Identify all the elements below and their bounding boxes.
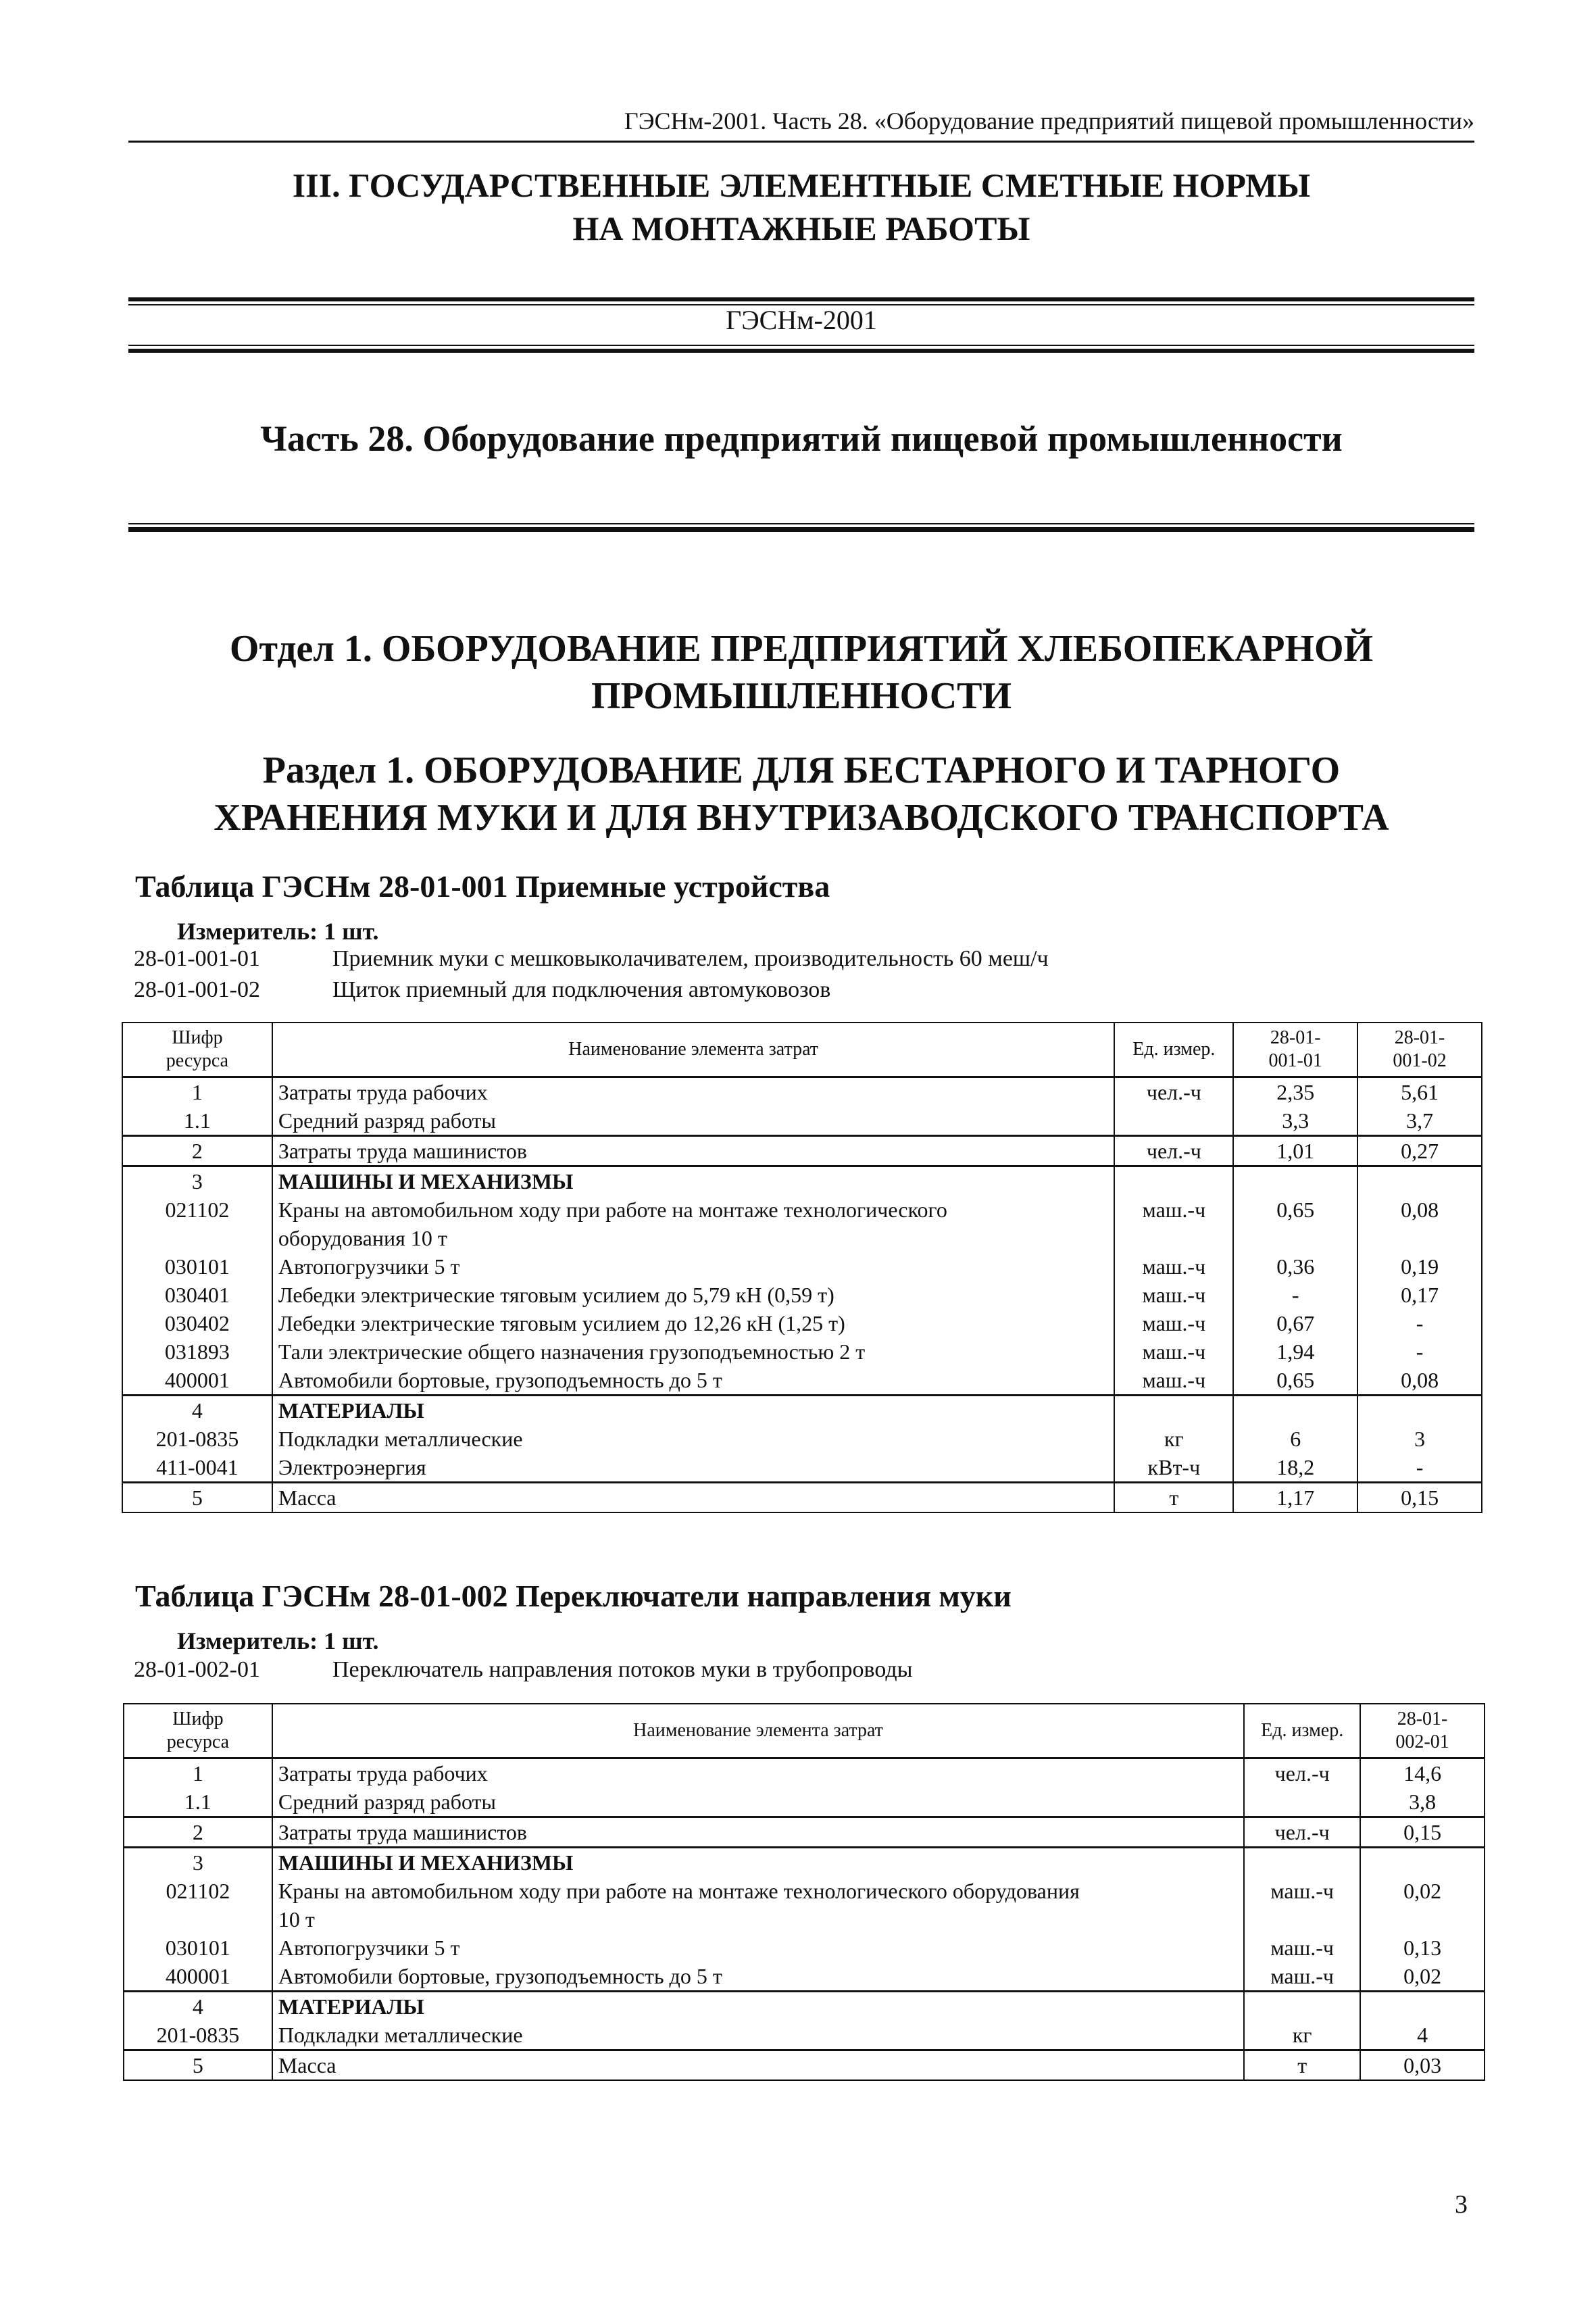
header-col-1: 28-01- 002-01 (1360, 1704, 1485, 1758)
table2-meter: Измеритель: 1 шт. (177, 1627, 379, 1654)
cell-name: МАШИНЫ И МЕХАНИЗМЫ Краны на автомобильном ходу при работе на монтаже технологического оборудования 10 т Автопогрузчики 5 т Лебедки электрические тяговым усилием до 5,79 кН (0,59 т) Лебедки электрические тяговым усилием до 12,26 кН (1,25 т) Тали электрические общего назначения грузоподъемностью 2 т Автомобили бортовые, грузоподъемность до 5 т (272, 1166, 1115, 1395)
cell-unit: чел.-ч (1114, 1077, 1233, 1135)
table2-code: 28-01-002-01 (134, 1657, 260, 1682)
table-row (124, 1758, 1485, 1817)
table1-code-line (134, 977, 830, 1003)
cell-value: 5,61 3,7 (1357, 1077, 1482, 1135)
cell-name: МАТЕРИАЛЫ Подкладки металлические Электроэнергия (272, 1395, 1115, 1482)
cell-value: 2,35 3,3 (1233, 1077, 1357, 1135)
cell-code: 1 1.1 (124, 1758, 272, 1817)
gesn-rule-bottom-thick (128, 349, 1474, 353)
main-title-line1: III. ГОСУДАРСТВЕННЫЕ ЭЛЕМЕНТНЫЕ СМЕТНЫЕ НОРМЫ (292, 166, 1311, 204)
section-line1: Раздел 1. ОБОРУДОВАНИЕ ДЛЯ БЕСТАРНОГО И ТАРНОГО (262, 749, 1341, 791)
cell-unit: т (1114, 1482, 1233, 1512)
cell-name: Масса (272, 2050, 1244, 2080)
table2-title: Таблица ГЭСНм 28-01-002 Переключатели направления муки (135, 1579, 1012, 1613)
table2-code-line (134, 1657, 913, 1683)
cell-code: 4 201-0835 411-0041 (122, 1395, 272, 1482)
gesn-rule-top-thick (128, 297, 1474, 301)
cell-value: 0,15 (1360, 1817, 1485, 1847)
main-title (128, 164, 1474, 250)
page-number: 3 (1455, 2190, 1468, 2219)
table1-code-text: Щиток приемный для подключения автомуковозов (332, 977, 831, 1002)
cell-name: Масса (272, 1482, 1115, 1512)
table-row (122, 1135, 1482, 1166)
cell-unit: маш.-ч маш.-ч маш.-ч маш.-ч маш.-ч маш.-ч (1114, 1166, 1233, 1395)
table1-title: Таблица ГЭСНм 28-01-001 Приемные устройства (135, 869, 830, 904)
table1 (122, 1022, 1482, 1513)
table1-code-line (134, 946, 1049, 972)
cell-unit: чел.-ч (1244, 1817, 1360, 1847)
section-line2: ХРАНЕНИЯ МУКИ И ДЛЯ ВНУТРИЗАВОДСКОГО ТРАНСПОРТА (214, 797, 1389, 839)
table-row (122, 1482, 1482, 1512)
table1-code: 28-01-001-01 (134, 946, 260, 971)
header-col-1: 28-01- 001-01 (1233, 1023, 1357, 1077)
running-header: ГЭСНм-2001. Часть 28. «Оборудование предприятий пищевой промышленности» (624, 107, 1474, 134)
cell-code: 4 201-0835 (124, 1991, 272, 2050)
header-rule (128, 141, 1474, 143)
header-unit: Ед. измер. (1244, 1704, 1360, 1758)
table1-code-text: Приемник муки с мешковыколачивателем, производительность 60 меш/ч (332, 946, 1049, 971)
header-cipher: Шифр ресурса (122, 1023, 272, 1077)
table-row (124, 1991, 1485, 2050)
department-line2: ПРОМЫШЛЕННОСТИ (591, 675, 1012, 717)
cell-name: Затраты труда рабочих Средний разряд работы (272, 1077, 1115, 1135)
cell-name: Затраты труда машинистов (272, 1135, 1115, 1166)
cell-name: МАТЕРИАЛЫ Подкладки металлические (272, 1991, 1244, 2050)
cell-value: 4 (1360, 1991, 1485, 2050)
table-row (124, 1817, 1485, 1847)
table-row (124, 1847, 1485, 1991)
cell-value: 0,08 0,19 0,17 - - 0,08 (1357, 1166, 1482, 1395)
main-title-line2: НА МОНТАЖНЫЕ РАБОТЫ (572, 210, 1030, 247)
cell-unit: чел.-ч (1114, 1135, 1233, 1166)
cell-value: 0,15 (1357, 1482, 1482, 1512)
cell-unit: кг (1244, 1991, 1360, 2050)
table1-header-row (122, 1023, 1482, 1077)
cell-value: 6 18,2 (1233, 1395, 1357, 1482)
cell-code: 2 (122, 1135, 272, 1166)
cell-value: 14,6 3,8 (1360, 1758, 1485, 1817)
table-row (122, 1077, 1482, 1135)
gesn-label: ГЭСНм-2001 (726, 305, 877, 335)
cell-unit: кг кВт-ч (1114, 1395, 1233, 1482)
cell-code: 3 021102 030101 030401 030402 031893 400001 (122, 1166, 272, 1395)
table-row (122, 1395, 1482, 1482)
cell-name: Затраты труда машинистов (272, 1817, 1244, 1847)
department-title (128, 625, 1474, 720)
cell-code: 3 021102 030101 400001 (124, 1847, 272, 1991)
header-col-2: 28-01- 001-02 (1357, 1023, 1482, 1077)
cell-unit: чел.-ч (1244, 1758, 1360, 1817)
gesn-rule-bottom-thin (128, 345, 1474, 346)
cell-code: 5 (122, 1482, 272, 1512)
cell-value: 0,27 (1357, 1135, 1482, 1166)
cell-value: 0,65 0,36 - 0,67 1,94 0,65 (1233, 1166, 1357, 1395)
cell-unit: маш.-ч маш.-ч маш.-ч (1244, 1847, 1360, 1991)
cell-code: 2 (124, 1817, 272, 1847)
table1-meter: Измеритель: 1 шт. (177, 918, 379, 945)
cell-value: 0,02 0,13 0,02 (1360, 1847, 1485, 1991)
header-unit: Ед. измер. (1114, 1023, 1233, 1077)
header-cipher: Шифр ресурса (124, 1704, 272, 1758)
part-title: Часть 28. Оборудование предприятий пищевой промышленности (260, 418, 1343, 459)
part-rule-thick (128, 527, 1474, 532)
cell-name: МАШИНЫ И МЕХАНИЗМЫ Краны на автомобильном ходу при работе на монтаже технологического оборудования 10 т Автопогрузчики 5 т Автомобили бортовые, грузоподъемность до 5 т (272, 1847, 1244, 1991)
section-title (128, 747, 1474, 841)
table2-header-row (124, 1704, 1485, 1758)
table1-code: 28-01-001-02 (134, 977, 260, 1002)
cell-name: Затраты труда рабочих Средний разряд работы (272, 1758, 1244, 1817)
cell-value: 1,01 (1233, 1135, 1357, 1166)
cell-value: 3 - (1357, 1395, 1482, 1482)
part-rule-thin (128, 523, 1474, 524)
cell-code: 5 (124, 2050, 272, 2080)
cell-code: 1 1.1 (122, 1077, 272, 1135)
table2 (123, 1703, 1485, 2081)
table2-code-text: Переключатель направления потоков муки в трубопроводы (332, 1657, 913, 1682)
table-row (124, 2050, 1485, 2080)
header-name: Наименование элемента затрат (272, 1704, 1244, 1758)
cell-value: 1,17 (1233, 1482, 1357, 1512)
cell-unit: т (1244, 2050, 1360, 2080)
department-line1: Отдел 1. ОБОРУДОВАНИЕ ПРЕДПРИЯТИЙ ХЛЕБОПЕКАРНОЙ (229, 628, 1374, 670)
header-name: Наименование элемента затрат (272, 1023, 1115, 1077)
cell-value: 0,03 (1360, 2050, 1485, 2080)
table-row (122, 1166, 1482, 1395)
